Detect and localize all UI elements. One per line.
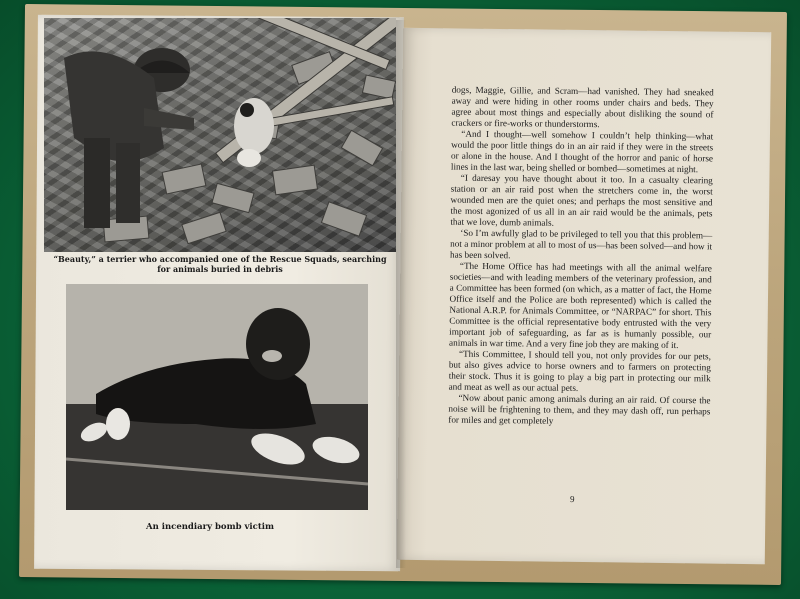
paragraph: “I daresay you have thought about it too. In a casualty clearing station or an air raid post when the stretchers come in, the worst wounded men are the quiet ones; and perhaps the most sensitive and the most agonized of us all in an air raid would be the animals, pets that we love, dumb animals.	[450, 172, 713, 228]
photo-caption-beauty: “Beauty,” a terrier who accompanied one of the Rescue Squads, searching for animals buried in debris	[53, 254, 387, 274]
page-body-text	[448, 85, 714, 429]
paragraph: “This Committee, I should tell you, not only provides for our pets, but also gives advice to horse owners and to farmers on protecting their stock. Thus it is going to play a big part in protecting our milk and meat as well as our actual pets.	[448, 348, 712, 393]
paragraph: “And I thought—well somehow I couldn’t help thinking—what would the poor little things do in an air raid if they were in the streets or alone in the house. And I thought of the horror and panic of horse lines in the last war, being shelled or bombed—sometimes at night.	[450, 128, 714, 175]
paragraph: dogs, Maggie, Gillie, and Scram—had vanished. They had sneaked away and were hiding in other rooms under chairs and beds. They agree about most things and especially about disliking the sound of crackers or fire-works or thunderstorms.	[451, 84, 714, 130]
rescue-terrier-photo	[44, 18, 396, 252]
book-gutter	[396, 20, 406, 568]
paragraph: “The Home Office has had meetings with all the animal welfare societies—and with leading members of the veterinary profession, and a Committee has been formed (on which, as a matter of fact, the Home Office itself and the Police are both represented) which is called the National A.R.P. for Animals Committee, or “NARPAC” for short. This Committee is the official representative body entrusted with the very important job of safeguarding, as far as is humanly possible, our animals in war time. And a very fine job they are making of it.	[449, 260, 712, 351]
photo-caption-incendiary: An incendiary bomb victim	[146, 522, 274, 532]
page-number: 9	[569, 493, 575, 505]
paragraph: “Now about panic among animals during an air raid. Of course the noise will be frightening to them, and they may dash off, run perhaps for miles and get completely	[448, 392, 711, 426]
paragraph: ‘So I’m awfully glad to be privileged to tell you that this problem—not a minor problem at all to most of us—has been solved—and how it has been solved.	[449, 227, 713, 261]
bomb-victim-dog-photo	[66, 284, 368, 510]
